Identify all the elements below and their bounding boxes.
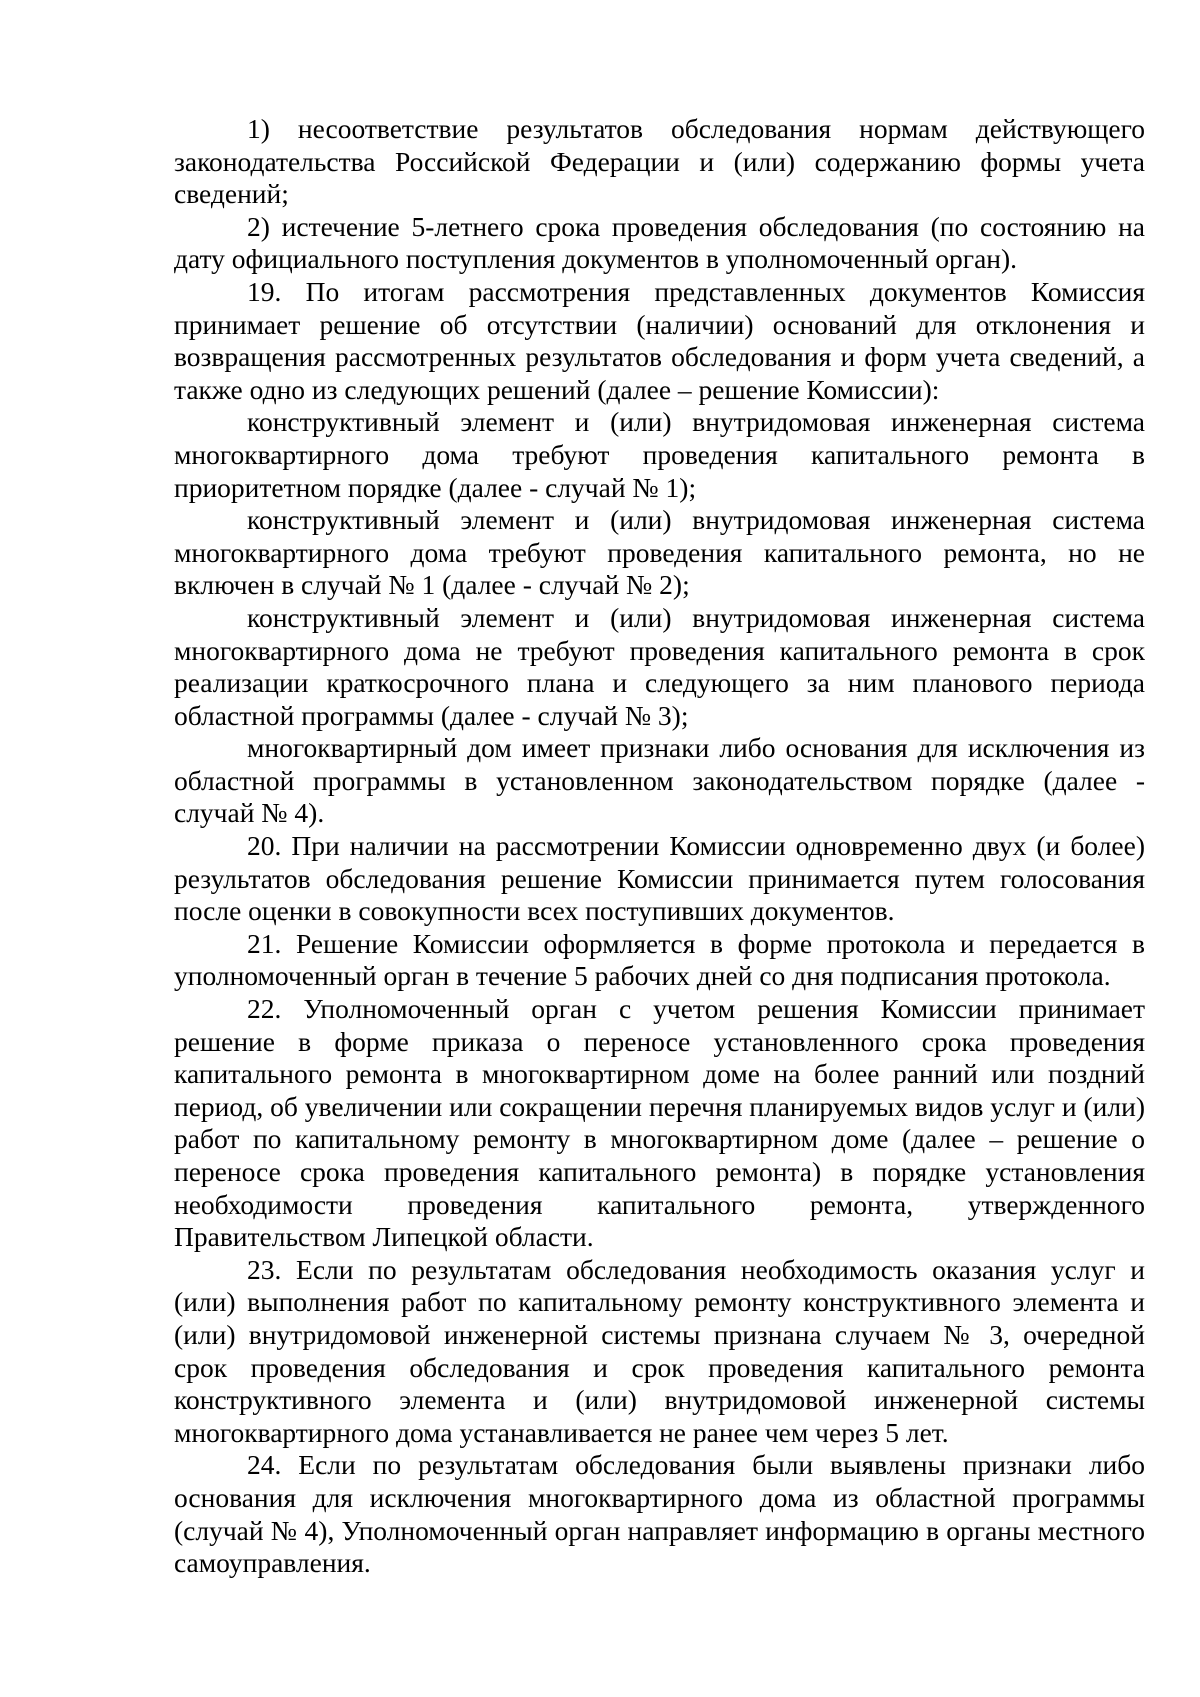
document-body <box>174 113 1145 1580</box>
list-item-1-noncompliance: 1) несоответствие результатов обследования нормам действующего законодательства Российской Федерации и (или) содержанию формы учета сведений; <box>174 113 1145 210</box>
clause-22: 22. Уполномоченный орган с учетом решения Комиссии принимает решение в форме приказа о переносе установленного срока проведения капитального ремонта в многоквартирном доме на более ранний или поздний период, об увеличении или сокращении перечня планируемых видов услуг и (или) работ по капитальному ремонту в многоквартирном доме (далее – решение о переносе срока проведения капитального ремонта) в порядке установления необходимости проведения капитального ремонта, утвержденного Правительством Липецкой области. <box>174 993 1145 1253</box>
case-1-paragraph: конструктивный элемент и (или) внутридомовая инженерная система многоквартирного дома требуют проведения капитального ремонта в приоритетном порядке (далее - случай № 1); <box>174 406 1145 503</box>
clause-19: 19. По итогам рассмотрения представленных документов Комиссия принимает решение об отсутствии (наличии) оснований для отклонения и возвращения рассмотренных результатов обследования и форм учета сведений, а также одно из следующих решений (далее – решение Комиссии): <box>174 275 1145 405</box>
case-4-paragraph: многоквартирный дом имеет признаки либо основания для исключения из областной программы в установленном законодательством порядке (далее - случай № 4). <box>174 732 1145 829</box>
clause-20: 20. При наличии на рассмотрении Комиссии одновременно двух (и более) результатов обследования решение Комиссии принимается путем голосования после оценки в совокупности всех поступивших документов. <box>174 830 1145 927</box>
clause-23: 23. Если по результатам обследования необходимость оказания услуг и (или) выполнения работ по капитальному ремонту конструктивного элемента и (или) внутридомовой инженерной системы признана случаем № 3, очередной срок проведения обследования и срок проведения капитального ремонта конструктивного элемента и (или) внутридомовой инженерной системы многоквартирного дома устанавливается не ранее чем через 5 лет. <box>174 1253 1145 1448</box>
clause-21: 21. Решение Комиссии оформляется в форме протокола и передается в уполномоченный орган в течение 5 рабочих дней со дня подписания протокола. <box>174 927 1145 992</box>
clause-24: 24. Если по результатам обследования были выявлены признаки либо основания для исключения многоквартирного дома из областной программы (случай № 4), Уполномоченный орган направляет информацию в органы местного самоуправления. <box>174 1449 1145 1579</box>
case-3-paragraph: конструктивный элемент и (или) внутридомовая инженерная система многоквартирного дома не требуют проведения капитального ремонта в срок реализации краткосрочного плана и следующего за ним планового периода областной программы (далее - случай № 3); <box>174 601 1145 731</box>
case-2-paragraph: конструктивный элемент и (или) внутридомовая инженерная система многоквартирного дома требуют проведения капитального ремонта, но не включен в случай № 1 (далее - случай № 2); <box>174 504 1145 601</box>
list-item-2-expiry: 2) истечение 5-летнего срока проведения обследования (по состоянию на дату официального поступления документов в уполномоченный орган). <box>174 210 1145 275</box>
